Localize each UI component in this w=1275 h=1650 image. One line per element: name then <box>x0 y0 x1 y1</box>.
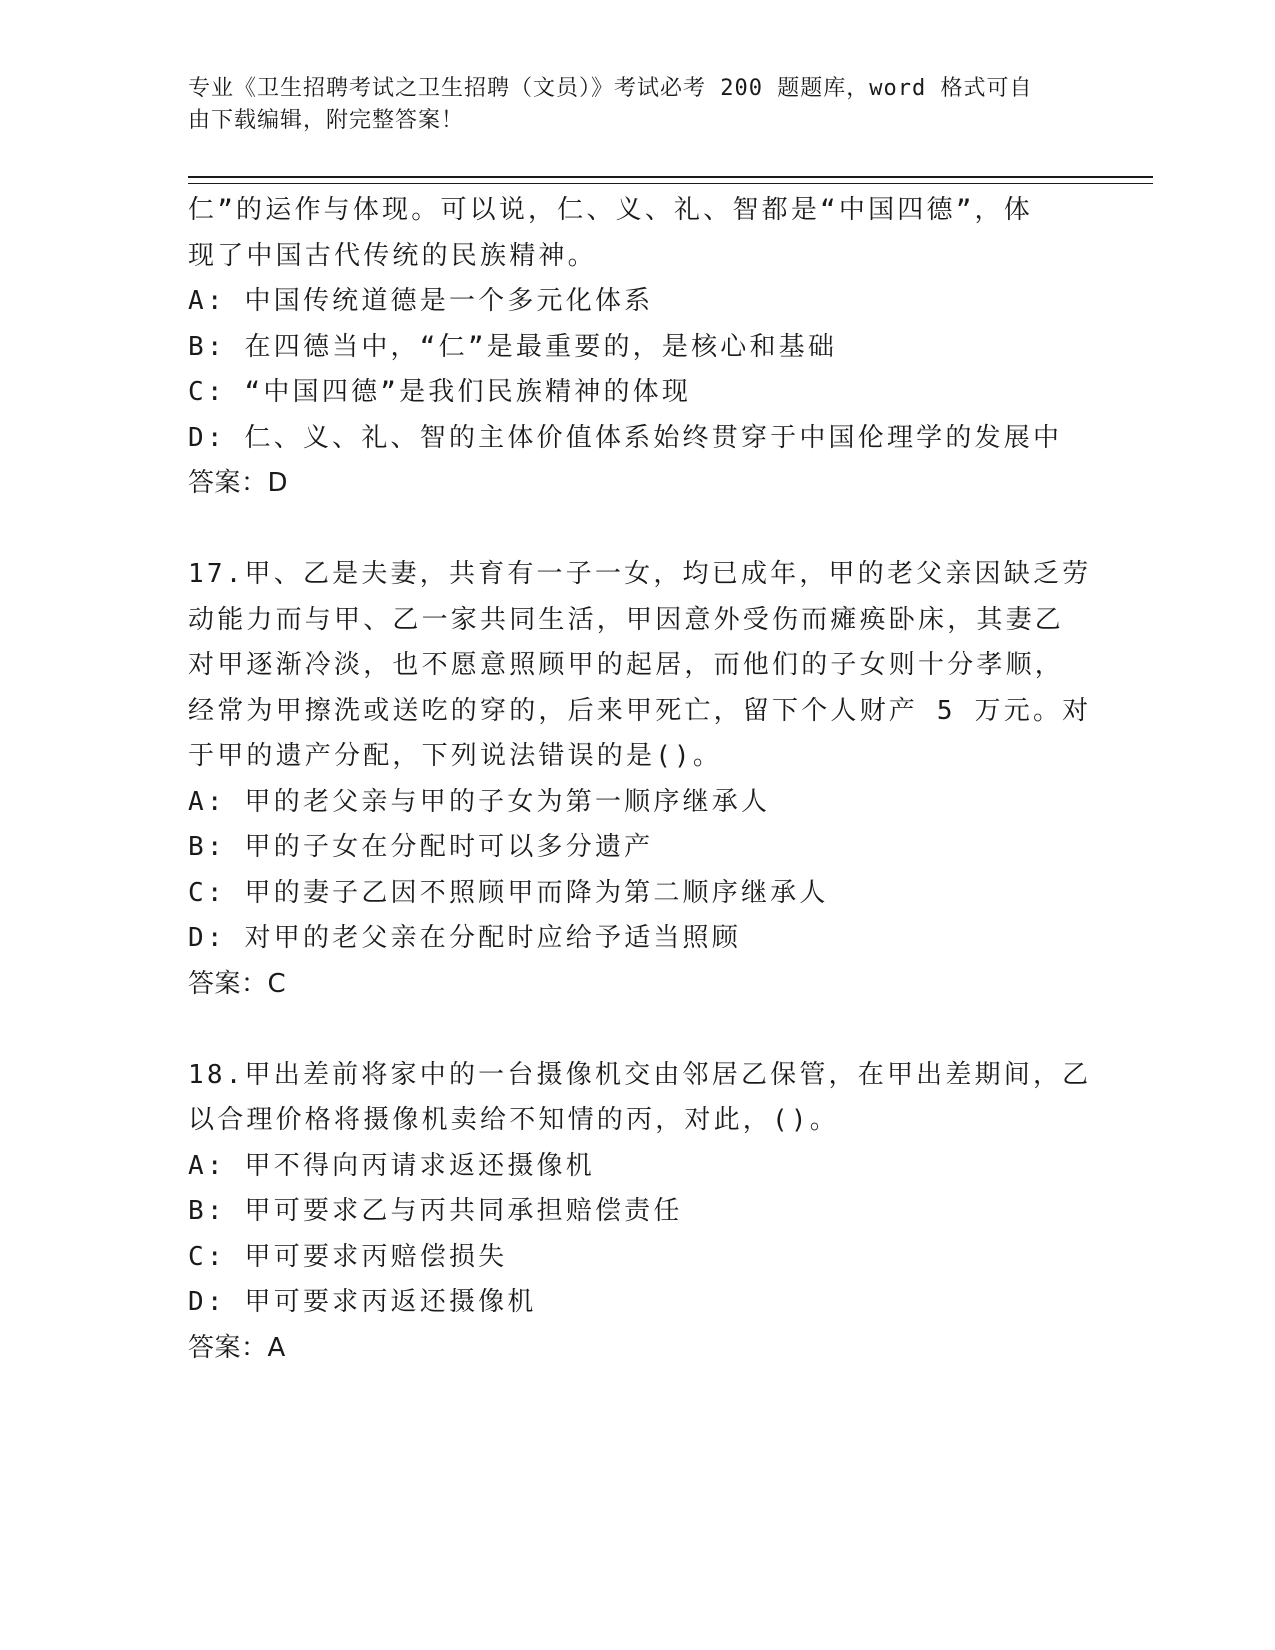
option-c: C: 甲可要求丙赔偿损失 <box>188 1241 508 1272</box>
document-header <box>188 73 1068 137</box>
option-b: B: 甲可要求乙与丙共同承担赔偿责任 <box>188 1196 683 1226</box>
document-body <box>188 188 1092 1371</box>
option-a: A: 甲的老父亲与甲的子女为第一顺序继承人 <box>188 786 771 817</box>
question-text-line: 仁”的运作与体现。可以说，仁、义、礼、智都是“中国四德”，体 <box>188 195 1033 225</box>
option-a: A: 中国传统道德是一个多元化体系 <box>188 286 654 316</box>
header-divider-thin <box>188 183 1153 184</box>
option-a: A: 甲不得向丙请求返还摄像机 <box>188 1150 595 1181</box>
question-spacer <box>188 507 1088 553</box>
question-18 <box>188 1053 1092 1372</box>
question-text-line: 动能力而与甲、乙一家共同生活，甲因意外受伤而瘫痪卧床，其妻乙 <box>188 604 1065 635</box>
question-text-line: 经常为甲擦洗或送吃的穿的，后来甲死亡，留下个人财产 5 万元。对 <box>188 695 1092 726</box>
answer-label: 答案：C <box>188 968 287 999</box>
question-continued <box>188 188 1088 507</box>
option-d: D: 甲可要求丙返还摄像机 <box>188 1287 537 1317</box>
option-b: B: 甲的子女在分配时可以多分遗产 <box>188 832 654 862</box>
option-d: D: 仁、义、礼、智的主体价值体系始终贯穿于中国伦理学的发展中 <box>188 422 1063 453</box>
option-b: B: 在四德当中，“仁”是最重要的，是核心和基础 <box>188 331 838 362</box>
question-text-line: 17.甲、乙是夫妻，共育有一子一女，均已成年，甲的老父亲因缺乏劳 <box>188 559 1092 589</box>
question-spacer <box>188 1007 1088 1053</box>
answer-label: 答案：D <box>188 468 289 498</box>
header-divider-thick <box>188 176 1153 178</box>
option-c: C: “中国四德”是我们民族精神的体现 <box>188 377 692 407</box>
question-text-line: 现了中国古代传统的民族精神。 <box>188 240 597 271</box>
header-title-line-1: 专业《卫生招聘考试之卫生招聘（文员）》考试必考 200 题题库，word 格式可自 <box>188 76 1033 101</box>
header-title-line-2: 由下载编辑，附完整答案！ <box>188 108 465 133</box>
question-17 <box>188 552 1092 1007</box>
answer-label: 答案：A <box>188 1332 286 1363</box>
question-text-line: 以合理价格将摄像机卖给不知情的丙，对此，()。 <box>188 1105 839 1135</box>
question-text-line: 于甲的遗产分配，下列说法错误的是()。 <box>188 741 723 771</box>
option-c: C: 甲的妻子乙因不照顾甲而降为第二顺序继承人 <box>188 877 829 908</box>
option-d: D: 对甲的老父亲在分配时应给予适当照顾 <box>188 923 741 953</box>
question-text-line: 对甲逐渐冷淡，也不愿意照顾甲的起居，而他们的子女则十分孝顺， <box>188 650 1065 680</box>
question-text-line: 18.甲出差前将家中的一台摄像机交由邻居乙保管，在甲出差期间，乙 <box>188 1059 1092 1090</box>
